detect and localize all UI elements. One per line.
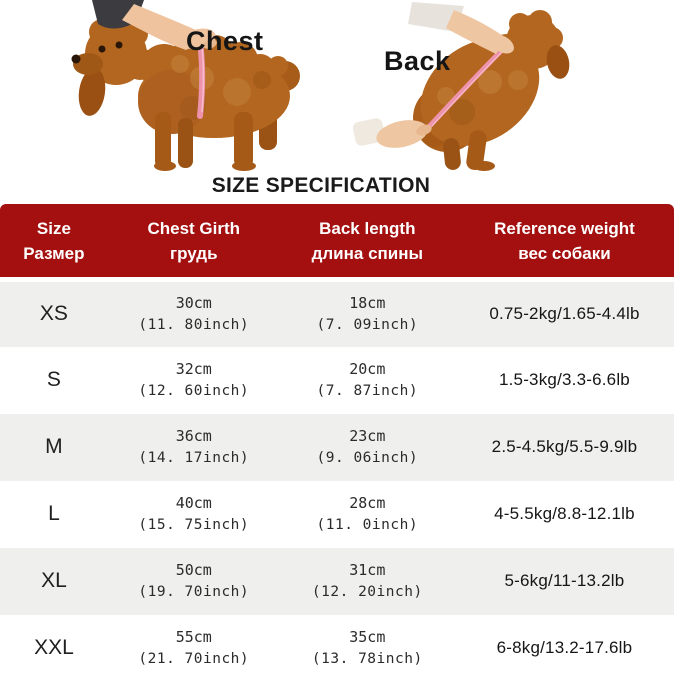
back-cm: 18cm	[349, 294, 386, 313]
header-size	[0, 204, 108, 280]
size-cell: S	[46, 368, 61, 391]
chest-cm: 50cm	[175, 561, 212, 579]
header-size-ru: Размер	[23, 243, 85, 263]
chest-girth-cell	[108, 280, 280, 347]
header-reference-weight-ru: вес собаки	[518, 243, 611, 263]
header-chest-girth	[108, 204, 280, 280]
table-row	[0, 615, 674, 682]
back-inch: (7. 87inch)	[316, 383, 419, 399]
header-back-length-ru: длина спины	[311, 243, 424, 263]
size-cell: M	[45, 435, 63, 458]
table-row	[0, 548, 674, 615]
chest-inch: (14. 17inch)	[138, 450, 250, 466]
header-back-length-en: Back length	[319, 218, 416, 238]
table-row	[0, 481, 674, 548]
chest-inch: (12. 60inch)	[138, 383, 250, 399]
back-cm: 23cm	[349, 427, 386, 445]
size-cell: XS	[39, 302, 68, 326]
chest-cm: 40cm	[175, 494, 212, 512]
chest-inch: (21. 70inch)	[138, 651, 250, 667]
chest-measure-photo	[52, 0, 310, 172]
back-inch: (13. 78inch)	[311, 651, 423, 667]
chest-inch: (11. 80inch)	[138, 317, 250, 334]
chest-girth-cell	[108, 414, 280, 481]
header-reference-weight-en: Reference weight	[494, 218, 635, 238]
dog-eye	[99, 46, 106, 53]
table-row	[0, 280, 674, 347]
weight-cell: 2.5-4.5kg/5.5-9.9lb	[491, 437, 638, 456]
chest-girth-cell	[108, 347, 280, 414]
back-measure-photo	[350, 2, 582, 172]
chest-girth-cell	[108, 615, 280, 682]
back-length-cell	[280, 280, 455, 347]
back-length-cell	[280, 481, 455, 548]
chest-cm: 55cm	[175, 628, 212, 646]
header-chest-girth-ru: грудь	[170, 243, 218, 263]
back-length-cell	[280, 347, 455, 414]
size-cell: XL	[41, 569, 67, 592]
table-header	[0, 204, 674, 280]
back-cm: 28cm	[349, 494, 386, 512]
table-row	[0, 347, 674, 414]
weight-cell: 5-6kg/11-13.2lb	[504, 571, 625, 590]
chest-inch: (15. 75inch)	[138, 517, 250, 533]
back-cm: 20cm	[349, 360, 386, 378]
header-row	[0, 204, 674, 280]
measurement-illustrations	[0, 0, 674, 172]
chest-cm: 30cm	[175, 294, 212, 313]
weight-cell: 6-8kg/13.2-17.6lb	[496, 638, 633, 657]
chest-cm: 32cm	[175, 360, 212, 378]
back-length-cell	[280, 548, 455, 615]
chest-girth-cell	[108, 481, 280, 548]
chest-label: Chest	[186, 26, 264, 56]
back-cm: 35cm	[349, 628, 386, 646]
back-inch: (7. 09inch)	[316, 317, 419, 334]
back-label: Back	[384, 46, 451, 76]
header-reference-weight	[455, 204, 674, 280]
page-title: SIZE SPECIFICATION	[211, 174, 431, 197]
chest-girth-cell	[108, 548, 280, 615]
dog-eye	[116, 42, 123, 49]
size-cell: XXL	[34, 636, 74, 659]
chest-cm: 36cm	[175, 427, 212, 445]
back-inch: (12. 20inch)	[311, 584, 423, 600]
header-chest-girth-en: Chest Girth	[147, 218, 241, 238]
size-cell: L	[48, 502, 60, 525]
back-length-cell	[280, 414, 455, 481]
weight-cell: 4-5.5kg/8.8-12.1lb	[494, 504, 635, 523]
header-size-en: Size	[36, 218, 71, 238]
back-inch: (11. 0inch)	[316, 517, 419, 533]
table-body	[0, 280, 674, 682]
back-length-cell	[280, 615, 455, 682]
weight-cell: 1.5-3kg/3.3-6.6lb	[498, 370, 630, 389]
back-cm: 31cm	[349, 561, 386, 579]
back-inch: (9. 06inch)	[316, 450, 419, 466]
table-row	[0, 414, 674, 481]
header-back-length	[280, 204, 455, 280]
weight-cell: 0.75-2kg/1.65-4.4lb	[489, 304, 640, 324]
size-specification-table	[0, 204, 674, 682]
dog-nose	[72, 55, 81, 64]
chest-inch: (19. 70inch)	[138, 584, 250, 600]
